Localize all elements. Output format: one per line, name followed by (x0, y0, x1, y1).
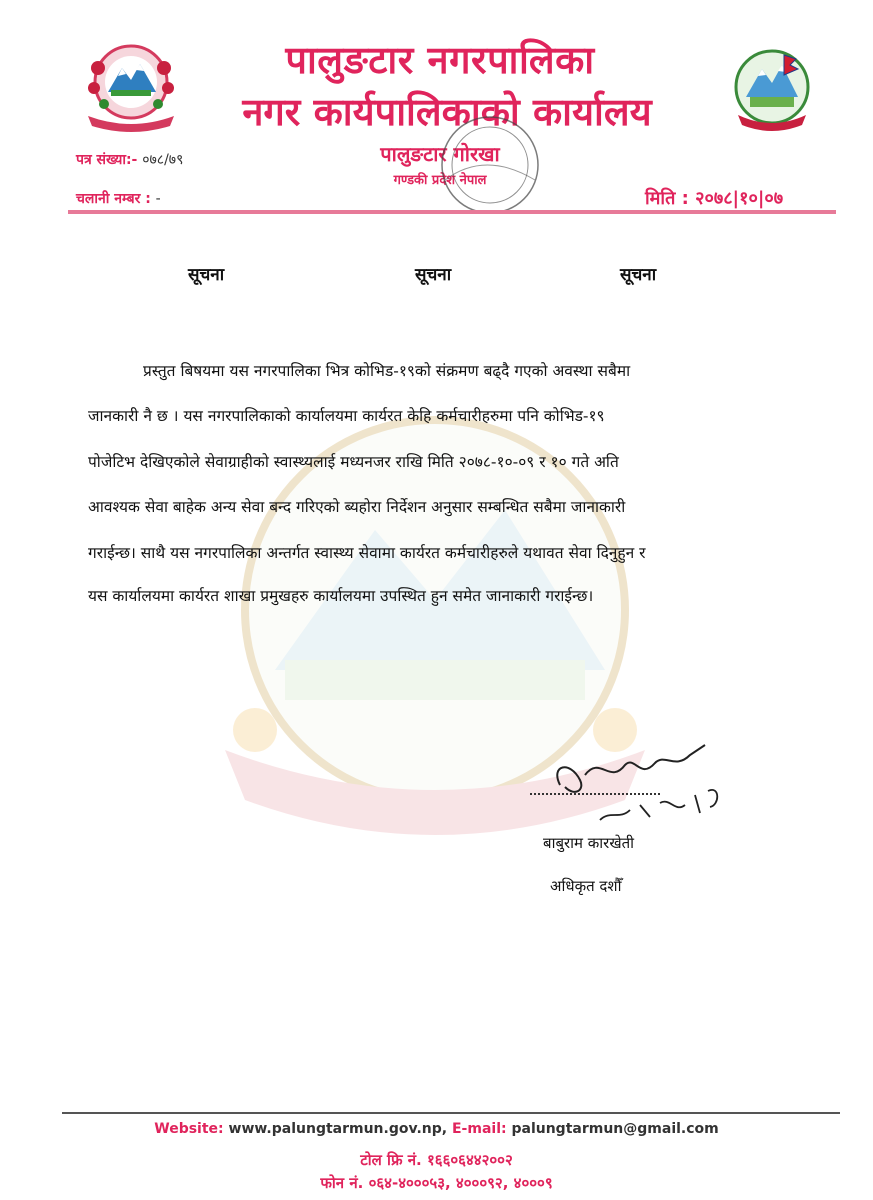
letter-number-label: पत्र संख्या:- (76, 152, 138, 168)
notice-heading: सूचना (188, 265, 225, 285)
email-link[interactable]: palungtarmun@gmail.com (511, 1121, 719, 1137)
office-location: पालुङटार गोरखा (380, 142, 500, 166)
letter-date (645, 186, 783, 210)
phone-numbers: फोन नं. ०६४-४०००५३, ४०००९२, ४०००९ (320, 1174, 553, 1192)
footer-contact (0, 1121, 873, 1137)
website-link[interactable]: www.palungtarmun.gov.np, (228, 1121, 448, 1137)
letter-date-value: २०७८|१०|०७ (695, 188, 784, 209)
footer-divider (62, 1112, 840, 1114)
letter-date-label: मिति : (645, 188, 689, 209)
dispatch-number (76, 189, 161, 208)
notice-body-line: आवश्यक सेवा बाहेक अन्य सेवा बन्द गरिएको ब्यहोरा निर्देशन अनुसार सम्बन्धित सबैमा जानाकारी (88, 498, 626, 516)
dispatch-number-label: चलानी नम्बर : (76, 191, 151, 207)
signature-line (530, 793, 660, 795)
notice-body-line: पोजेटिभ देखिएकोले सेवाग्राहीको स्वास्थ्यलाई मध्यनजर राखि मिति २०७८-१०-०९ र १० गते अति (88, 453, 619, 471)
signatory-name: बाबुराम कारखेती (543, 834, 635, 852)
website-label: Website: (154, 1121, 224, 1137)
notice-body-line: प्रस्तुत बिषयमा यस नगरपालिका भित्र कोभिड-१९को संक्रमण बढ्दै गएको अवस्था सबैमा (143, 362, 631, 380)
notice-heading: सूचना (415, 265, 452, 285)
office-province: गण्डकी प्रदेश नेपाल (393, 173, 487, 188)
email-label: E-mail: (451, 1121, 507, 1137)
letter-number-value: ०७८/७९ (142, 152, 184, 168)
municipality-emblem-icon (78, 38, 184, 134)
dispatch-number-value: - (155, 191, 161, 207)
notice-heading: सूचना (620, 265, 657, 285)
letter-number (76, 150, 183, 169)
signatory-title: अधिकृत दशौँ (550, 877, 622, 895)
nepal-emblem-icon (730, 45, 814, 137)
office-stamp-icon (415, 110, 545, 220)
municipality-name: पालुङटार नगरपालिका (285, 38, 595, 82)
toll-free-number: टोल फ्रि नं. १६६०६४४२००२ (360, 1151, 513, 1169)
office-name: नगर कार्यपालिकाको कार्यालय (242, 90, 652, 134)
notice-body-line: यस कार्यालयमा कार्यरत शाखा प्रमुखहरु कार्यालयमा उपस्थित हुन समेत जानाकारी गराईन्छ। (88, 587, 594, 605)
notice-body-line: गराईन्छ। साथै यस नगरपालिका अन्तर्गत स्वास्थ्य सेवामा कार्यरत कर्मचारीहरुले यथावत सेवा दिनुहुन र (88, 544, 646, 562)
notice-body-line: जानकारी नै छ । यस नगरपालिकाको कार्यालयमा कार्यरत केहि कर्मचारीहरुमा पनि कोभिड-१९ (88, 407, 605, 425)
handwritten-signature-icon (530, 725, 730, 830)
header-divider (68, 210, 836, 214)
